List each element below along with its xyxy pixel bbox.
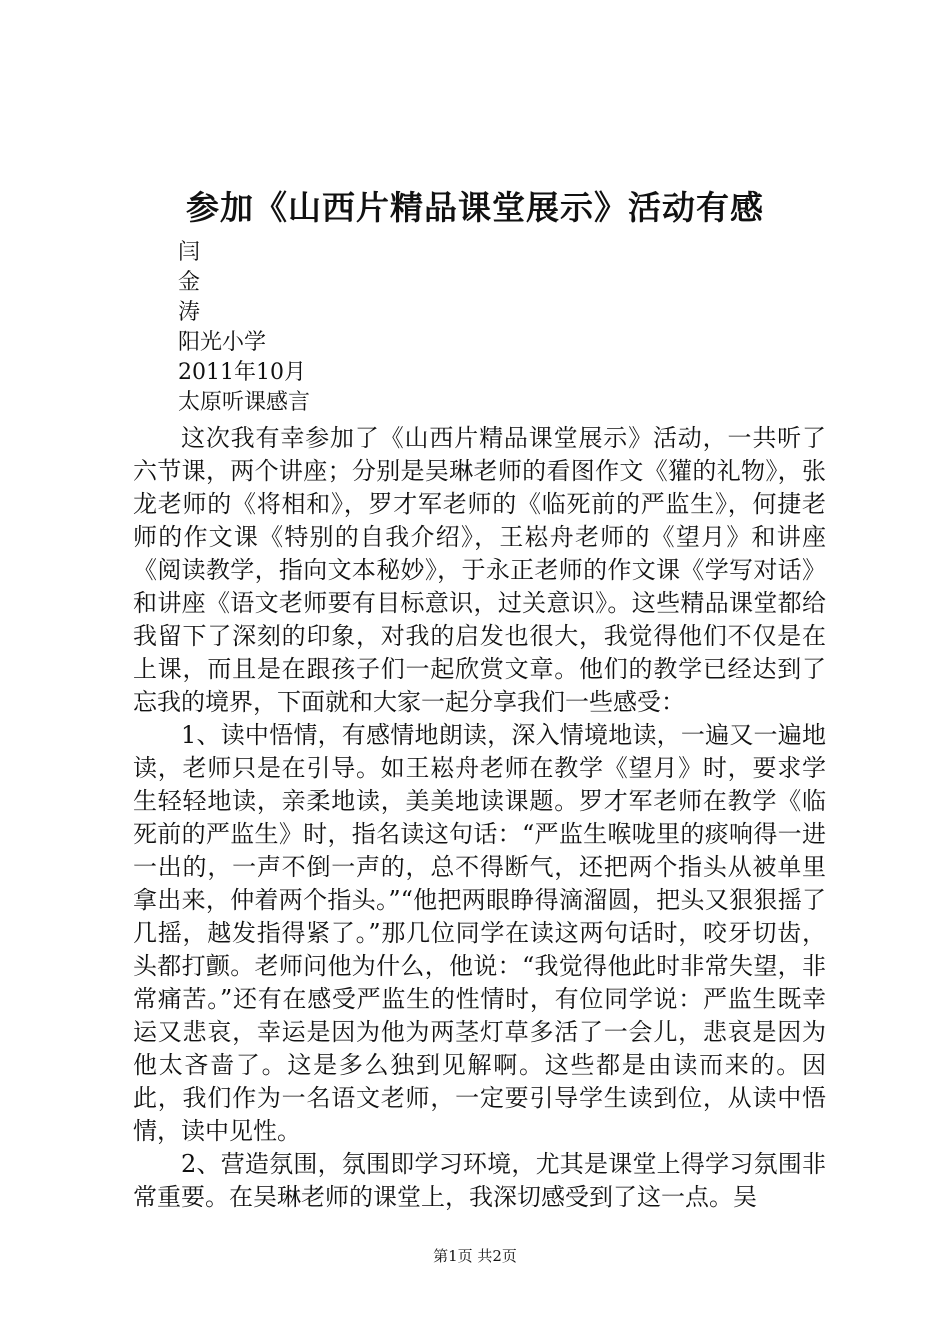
paragraph-point-1: 1、读中悟情，有感情地朗读，深入情境地读，一遍又一遍地读，老师只是在引导。如王崧舟老师在教学《望月》时，要求学生轻轻地读，亲柔地读，美美地读课题。罗才军老师在教学《临死前的严监生》时，指名读这句话：“严监生喉咙里的痰响得一进一出的，一声不倒一声的，总不得断气，还把两个指头从被单里拿出来，仲着两个指头。”“他把两眼睁得滴溜圆，把头又狠狠摇了几摇，越发指得紧了。”那几位同学在读这两句话时，咬牙切齿，头都打颤。老师问他为什么，他说：“我觉得他此时非常失望，非常痛苦。”还有在感受严监生的性情时，有位同学说：严监生既幸运又悲哀，幸运是因为他为两茎灯草多活了一会儿，悲哀是因为他太吝啬了。这是多么独到见解啊。这些都是由读而来的。因此，我们作为一名语文老师，一定要引导学生读到位，从读中悟情，读中见性。 [133,721,826,1145]
author-school: 阳光小学 [178,330,267,355]
document-body [133,422,826,1214]
author-given-name-1: 金 [178,270,201,295]
paragraph-point-2: 2、营造氛围，氛围即学习环境，尤其是课堂上得学习氛围非常重要。在吴琳老师的课堂上，我深切感受到了这一点。吴 [133,1150,826,1211]
author-surname: 闫 [178,240,201,265]
document-subtitle: 太原听课感言 [178,390,311,415]
author-given-name-2: 涛 [178,300,201,325]
page-number-footer: 第1页 共2页 [433,1247,517,1265]
paragraph-intro: 这次我有幸参加了《山西片精品课堂展示》活动，一共听了六节课，两个讲座；分别是吴琳老师的看图作文《獾的礼物》，张龙老师的《将相和》，罗才军老师的《临死前的严监生》，何捷老师的作文课《特别的自我介绍》，王崧舟老师的《望月》和讲座《阅读教学，指向文本秘妙》，于永正老师的作文课《学写对话》和讲座《语文老师要有目标意识，过关意识》。这些精品课堂都给我留下了深刻的印象，对我的启发也很大，我觉得他们不仅是在上课，而且是在跟孩子们一起欣赏文章。他们的教学已经达到了忘我的境界，下面就和大家一起分享我们一些感受： [133,424,826,716]
author-date: 2011年10月 [178,360,306,385]
author-info [178,238,778,418]
document-title: 参加《山西片精品课堂展示》活动有感 [186,188,764,227]
